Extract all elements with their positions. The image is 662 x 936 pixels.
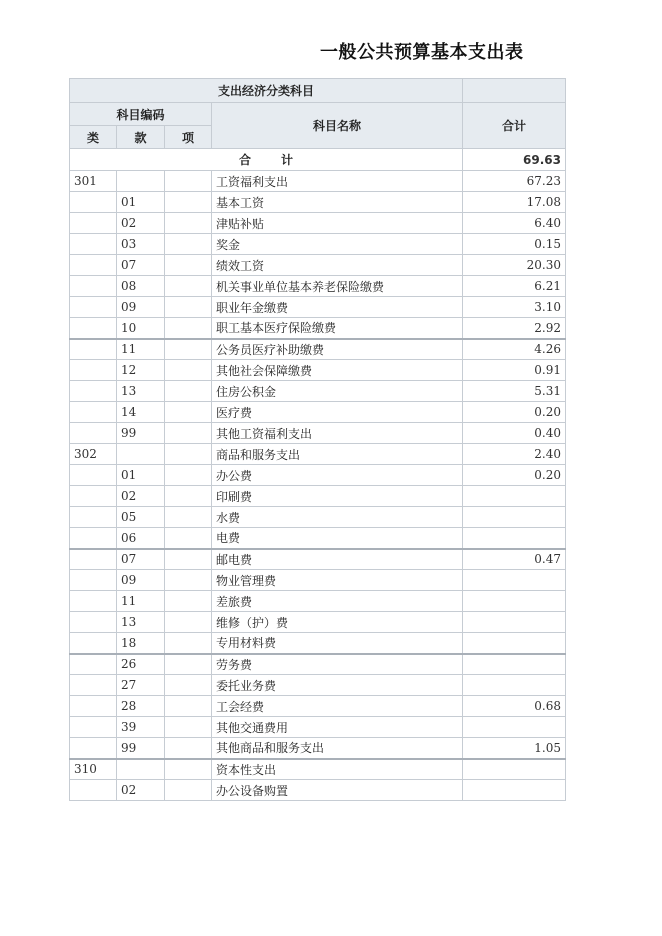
table-row (70, 171, 566, 192)
subject-name-cell: 绩效工资 (212, 255, 463, 276)
class-code-cell (70, 402, 117, 423)
subject-name-cell: 津贴补贴 (212, 213, 463, 234)
subject-name-cell: 其他工资福利支出 (212, 423, 463, 444)
page-title: 一般公共预算基本支出表 (320, 42, 524, 63)
subject-name-cell: 机关事业单位基本养老保险缴费 (212, 276, 463, 297)
kuan-code-cell: 02 (117, 486, 165, 507)
amount-cell: 20.30 (463, 255, 566, 276)
table-row (70, 381, 566, 402)
amount-cell: 17.08 (463, 192, 566, 213)
subject-name-cell: 公务员医疗补助缴费 (212, 339, 463, 360)
table-row (70, 675, 566, 696)
xiang-code-cell (165, 339, 212, 360)
kuan-code-cell (117, 171, 165, 192)
xiang-code-cell (165, 528, 212, 549)
table-header (70, 79, 566, 149)
header-code-label: 科目编码 (70, 103, 212, 126)
subject-name-cell: 水费 (212, 507, 463, 528)
xiang-code-cell (165, 360, 212, 381)
kuan-code-cell: 99 (117, 738, 165, 759)
xiang-code-cell (165, 402, 212, 423)
class-code-cell (70, 717, 117, 738)
class-code-cell (70, 654, 117, 675)
class-code-cell (70, 633, 117, 654)
subject-name-cell: 资本性支出 (212, 759, 463, 780)
class-code-cell: 302 (70, 444, 117, 465)
xiang-code-cell (165, 717, 212, 738)
amount-cell: 4.26 (463, 339, 566, 360)
table-row (70, 612, 566, 633)
amount-cell: 0.47 (463, 549, 566, 570)
amount-cell (463, 486, 566, 507)
subject-name-cell: 邮电费 (212, 549, 463, 570)
amount-cell (463, 759, 566, 780)
total-label-left: 合 (238, 153, 251, 167)
amount-cell (463, 717, 566, 738)
subject-name-cell: 商品和服务支出 (212, 444, 463, 465)
table-row (70, 717, 566, 738)
table-row (70, 276, 566, 297)
table-row (70, 360, 566, 381)
kuan-code-cell: 13 (117, 381, 165, 402)
amount-cell: 0.15 (463, 234, 566, 255)
kuan-code-cell: 39 (117, 717, 165, 738)
amount-cell: 3.10 (463, 297, 566, 318)
kuan-code-cell: 99 (117, 423, 165, 444)
class-code-cell (70, 738, 117, 759)
kuan-code-cell: 18 (117, 633, 165, 654)
kuan-code-cell: 05 (117, 507, 165, 528)
amount-cell: 0.20 (463, 465, 566, 486)
xiang-code-cell (165, 696, 212, 717)
amount-cell (463, 675, 566, 696)
table-row (70, 507, 566, 528)
table-row (70, 759, 566, 780)
amount-cell (463, 507, 566, 528)
xiang-code-cell (165, 738, 212, 759)
kuan-code-cell: 12 (117, 360, 165, 381)
class-code-cell (70, 591, 117, 612)
class-code-cell (70, 234, 117, 255)
kuan-code-cell: 27 (117, 675, 165, 696)
table-row (70, 318, 566, 339)
class-code-cell (70, 696, 117, 717)
kuan-code-cell (117, 759, 165, 780)
class-code-cell (70, 276, 117, 297)
xiang-code-cell (165, 591, 212, 612)
class-code-cell (70, 528, 117, 549)
xiang-code-cell (165, 213, 212, 234)
xiang-code-cell (165, 570, 212, 591)
table-row (70, 654, 566, 675)
table-row (70, 444, 566, 465)
kuan-code-cell: 01 (117, 465, 165, 486)
amount-cell: 1.05 (463, 738, 566, 759)
subject-name-cell: 职工基本医疗保险缴费 (212, 318, 463, 339)
class-code-cell (70, 507, 117, 528)
class-code-cell (70, 297, 117, 318)
subject-name-cell: 劳务费 (212, 654, 463, 675)
xiang-code-cell (165, 381, 212, 402)
xiang-code-cell (165, 675, 212, 696)
budget-table (69, 78, 566, 801)
subject-name-cell: 其他交通费用 (212, 717, 463, 738)
header-class-label: 类 (70, 126, 117, 149)
subject-name-cell: 差旅费 (212, 591, 463, 612)
amount-cell (463, 612, 566, 633)
kuan-code-cell: 28 (117, 696, 165, 717)
xiang-code-cell (165, 465, 212, 486)
table-row (70, 213, 566, 234)
subject-name-cell: 办公费 (212, 465, 463, 486)
class-code-cell (70, 486, 117, 507)
xiang-code-cell (165, 192, 212, 213)
xiang-code-cell (165, 171, 212, 192)
class-code-cell (70, 318, 117, 339)
class-code-cell (70, 780, 117, 801)
subject-name-cell: 办公设备购置 (212, 780, 463, 801)
kuan-code-cell: 01 (117, 192, 165, 213)
amount-cell: 0.20 (463, 402, 566, 423)
table-body (70, 149, 566, 801)
amount-cell: 0.68 (463, 696, 566, 717)
xiang-code-cell (165, 318, 212, 339)
kuan-code-cell (117, 444, 165, 465)
xiang-code-cell (165, 759, 212, 780)
header-xiang-label: 项 (165, 126, 212, 149)
subject-name-cell: 住房公积金 (212, 381, 463, 402)
kuan-code-cell: 13 (117, 612, 165, 633)
xiang-code-cell (165, 423, 212, 444)
class-code-cell (70, 213, 117, 234)
class-code-cell (70, 255, 117, 276)
table-row (70, 423, 566, 444)
class-code-cell (70, 549, 117, 570)
table-row (70, 591, 566, 612)
xiang-code-cell (165, 486, 212, 507)
header-name-label: 科目名称 (212, 103, 463, 149)
class-code-cell (70, 192, 117, 213)
subject-name-cell: 基本工资 (212, 192, 463, 213)
kuan-code-cell: 03 (117, 234, 165, 255)
amount-cell: 0.40 (463, 423, 566, 444)
class-code-cell: 301 (70, 171, 117, 192)
kuan-code-cell: 26 (117, 654, 165, 675)
kuan-code-cell: 02 (117, 780, 165, 801)
class-code-cell (70, 570, 117, 591)
table-row (70, 255, 566, 276)
class-code-cell (70, 360, 117, 381)
subject-name-cell: 电费 (212, 528, 463, 549)
kuan-code-cell: 07 (117, 255, 165, 276)
xiang-code-cell (165, 297, 212, 318)
kuan-code-cell: 09 (117, 570, 165, 591)
amount-cell (463, 633, 566, 654)
xiang-code-cell (165, 444, 212, 465)
table-row (70, 696, 566, 717)
kuan-code-cell: 10 (117, 318, 165, 339)
table-row (70, 780, 566, 801)
subject-name-cell: 职业年金缴费 (212, 297, 463, 318)
total-label (70, 149, 463, 171)
class-code-cell: 310 (70, 759, 117, 780)
table-row (70, 192, 566, 213)
subject-name-cell: 委托业务费 (212, 675, 463, 696)
xiang-code-cell (165, 780, 212, 801)
kuan-code-cell: 08 (117, 276, 165, 297)
xiang-code-cell (165, 633, 212, 654)
table-row (70, 465, 566, 486)
table-row (70, 297, 566, 318)
amount-cell: 6.40 (463, 213, 566, 234)
table-row (70, 549, 566, 570)
class-code-cell (70, 423, 117, 444)
subject-name-cell: 工资福利支出 (212, 171, 463, 192)
table-row (70, 528, 566, 549)
subject-name-cell: 医疗费 (212, 402, 463, 423)
table-row (70, 402, 566, 423)
total-label-right: 计 (281, 153, 294, 167)
subject-name-cell: 工会经费 (212, 696, 463, 717)
subject-name-cell: 专用材料费 (212, 633, 463, 654)
subject-name-cell: 其他商品和服务支出 (212, 738, 463, 759)
kuan-code-cell: 02 (117, 213, 165, 234)
subject-name-cell: 其他社会保障缴费 (212, 360, 463, 381)
total-row (70, 149, 566, 171)
amount-cell: 6.21 (463, 276, 566, 297)
xiang-code-cell (165, 612, 212, 633)
xiang-code-cell (165, 234, 212, 255)
amount-cell: 67.23 (463, 171, 566, 192)
amount-cell: 0.91 (463, 360, 566, 381)
xiang-code-cell (165, 276, 212, 297)
table-row (70, 738, 566, 759)
table-row (70, 633, 566, 654)
amount-cell (463, 780, 566, 801)
amount-cell (463, 528, 566, 549)
kuan-code-cell: 06 (117, 528, 165, 549)
kuan-code-cell: 07 (117, 549, 165, 570)
kuan-code-cell: 09 (117, 297, 165, 318)
subject-name-cell: 印刷费 (212, 486, 463, 507)
header-blank-cell (463, 79, 566, 103)
amount-cell: 5.31 (463, 381, 566, 402)
subject-name-cell: 奖金 (212, 234, 463, 255)
total-amount: 69.63 (463, 149, 566, 171)
class-code-cell (70, 381, 117, 402)
header-kuan-label: 款 (117, 126, 165, 149)
xiang-code-cell (165, 654, 212, 675)
header-total-label: 合计 (463, 103, 566, 149)
amount-cell: 2.40 (463, 444, 566, 465)
header-group-label: 支出经济分类科目 (70, 79, 463, 103)
table-row (70, 234, 566, 255)
class-code-cell (70, 465, 117, 486)
class-code-cell (70, 612, 117, 633)
amount-cell (463, 570, 566, 591)
xiang-code-cell (165, 549, 212, 570)
amount-cell (463, 591, 566, 612)
table-row (70, 339, 566, 360)
class-code-cell (70, 675, 117, 696)
amount-cell (463, 654, 566, 675)
subject-name-cell: 物业管理费 (212, 570, 463, 591)
kuan-code-cell: 11 (117, 339, 165, 360)
class-code-cell (70, 339, 117, 360)
table-row (70, 570, 566, 591)
xiang-code-cell (165, 255, 212, 276)
amount-cell: 2.92 (463, 318, 566, 339)
kuan-code-cell: 14 (117, 402, 165, 423)
table-row (70, 486, 566, 507)
kuan-code-cell: 11 (117, 591, 165, 612)
xiang-code-cell (165, 507, 212, 528)
subject-name-cell: 维修（护）费 (212, 612, 463, 633)
